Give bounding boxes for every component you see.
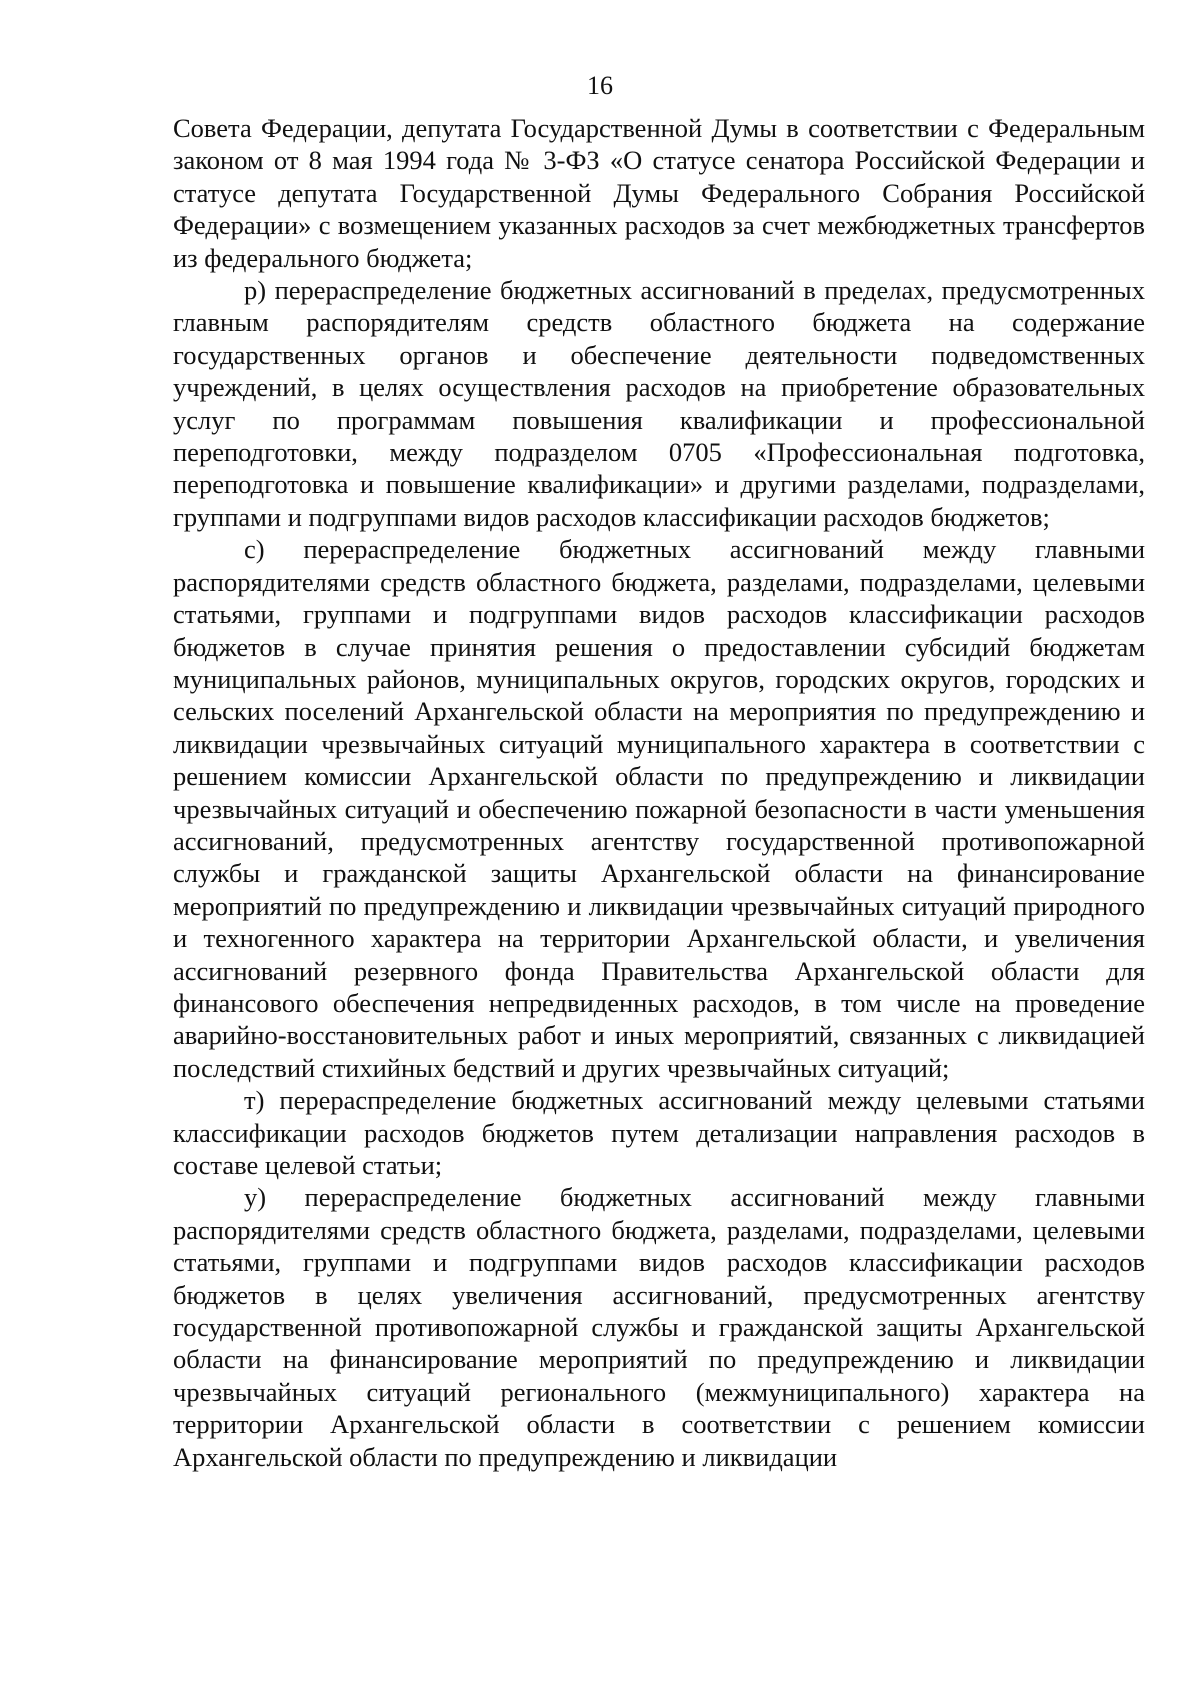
paragraph-item-s: с) перераспределение бюджетных ассигнований между главными распорядителями средств областного бюджета, разделами, подразделами, целевыми статьями, группами и подгруппами видов расходов классификации расходов бюджетов в случае принятия решения о предоставлении субсидий бюджетам муниципальных районов, муниципальных округов, городских округов, городских и сельских поселений Архангельской области на мероприятия по предупреждению и ликвидации чрезвычайных ситуаций муниципального характера в соответствии с решением комиссии Архангельской области по предупреждению и ликвидации чрезвычайных ситуаций и обеспечению пожарной безопасности в части уменьшения ассигнований, предусмотренных агентству государственной противопожарной службы и гражданской защиты Архангельской области на финансирование мероприятий по предупреждению и ликвидации чрезвычайных ситуаций природного и техногенного характера на территории Архангельской области, и увеличения ассигнований резервного фонда Правительства Архангельской области для финансового обеспечения непредвиденных расходов, в том числе на проведение аварийно-восстановительных работ и иных мероприятий, связанных с ликвидацией последствий стихийных бедствий и других чрезвычайных ситуаций; (173, 534, 1145, 1083)
paragraph-item-u: у) перераспределение бюджетных ассигнований между главными распорядителями средств областного бюджета, разделами, подразделами, целевыми статьями, группами и подгруппами видов расходов классификации расходов бюджетов в целях увеличения ассигнований, предусмотренных агентству государственной противопожарной службы и гражданской защиты Архангельской области на финансирование мероприятий по предупреждению и ликвидации чрезвычайных ситуаций регионального (межмуниципального) характера на территории Архангельской области в соответствии с решением комиссии Архангельской области по предупреждению и ликвидации (173, 1182, 1145, 1472)
paragraph-item-r: р) перераспределение бюджетных ассигнований в пределах, предусмотренных главным распорядителям средств областного бюджета на содержание государственных органов и обеспечение деятельности подведомственных учреждений, в целях осуществления расходов на приобретение образовательных услуг по программам повышения квалификации и профессиональной переподготовки, между подразделом 0705 «Профессиональная подготовка, переподготовка и повышение квалификации» и другими разделами, подразделами, группами и подгруппами видов расходов классификации расходов бюджетов; (173, 275, 1145, 532)
document-body (173, 112, 1145, 1473)
page-number: 16 (587, 71, 613, 100)
paragraph-item-t: т) перераспределение бюджетных ассигнований между целевыми статьями классификации расходов бюджетов путем детализации направления расходов в составе целевой статьи; (173, 1085, 1145, 1180)
paragraph-continuation: Совета Федерации, депутата Государственной Думы в соответствии с Федеральным законом от 8 мая 1994 года № 3-ФЗ «О статусе сенатора Российской Федерации и статусе депутата Государственной Думы Федерального Собрания Российской Федерации» с возмещением указанных расходов за счет межбюджетных трансфертов из федерального бюджета; (173, 113, 1145, 273)
